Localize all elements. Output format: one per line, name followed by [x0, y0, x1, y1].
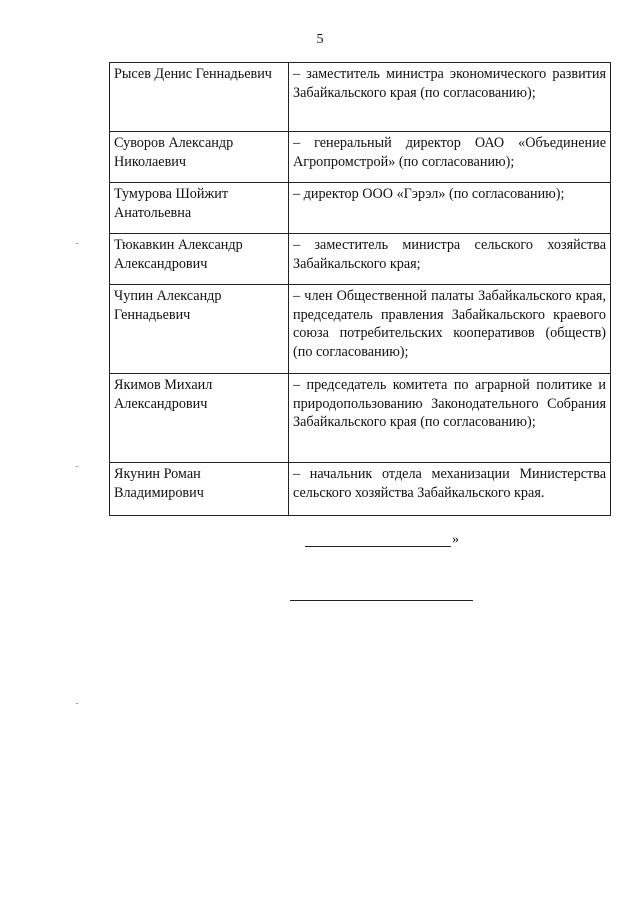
closing-line	[305, 532, 451, 547]
scan-artifact	[76, 243, 78, 244]
members-table	[109, 62, 611, 516]
scan-artifact	[76, 703, 78, 704]
member-name: Рысев Денис Геннадьевич	[110, 63, 289, 132]
table-row	[110, 463, 611, 516]
scan-artifact	[76, 466, 78, 467]
member-role: – председатель комитета по аграрной политике и природопользованию Законодательного Собрания Забайкальского края (по согласованию);	[289, 374, 611, 463]
member-name: Тумурова Шойжит Анатольевна	[110, 183, 289, 234]
table-row	[110, 183, 611, 234]
table-row	[110, 234, 611, 285]
table-row	[110, 63, 611, 132]
member-role: – начальник отдела механизации Министерства сельского хозяйства Забайкальского края.	[289, 463, 611, 516]
table-row	[110, 374, 611, 463]
page-number: 5	[316, 32, 324, 47]
end-of-document-line	[290, 600, 473, 601]
table-row	[110, 132, 611, 183]
member-name: Якунин Роман Владимирович	[110, 463, 289, 516]
member-name: Суворов Александр Николаевич	[110, 132, 289, 183]
member-role: – заместитель министра экономического развития Забайкальского края (по согласованию);	[289, 63, 611, 132]
member-name: Чупин Александр Геннадьевич	[110, 285, 289, 374]
table-row	[110, 285, 611, 374]
member-name: Якимов Михаил Александрович	[110, 374, 289, 463]
member-role: – заместитель министра сельского хозяйства Забайкальского края;	[289, 234, 611, 285]
closing-quote: »	[452, 532, 459, 547]
member-role: – директор ООО «Гэрэл» (по согласованию);	[289, 183, 611, 234]
member-role: – член Общественной палаты Забайкальского края, председатель правления Забайкальского краевого союза потребительских кооперативов (обществ) (по согласованию);	[289, 285, 611, 374]
member-role: – генеральный директор ОАО «Объединение Агропромстрой» (по согласованию);	[289, 132, 611, 183]
member-name: Тюкавкин Александр Александрович	[110, 234, 289, 285]
